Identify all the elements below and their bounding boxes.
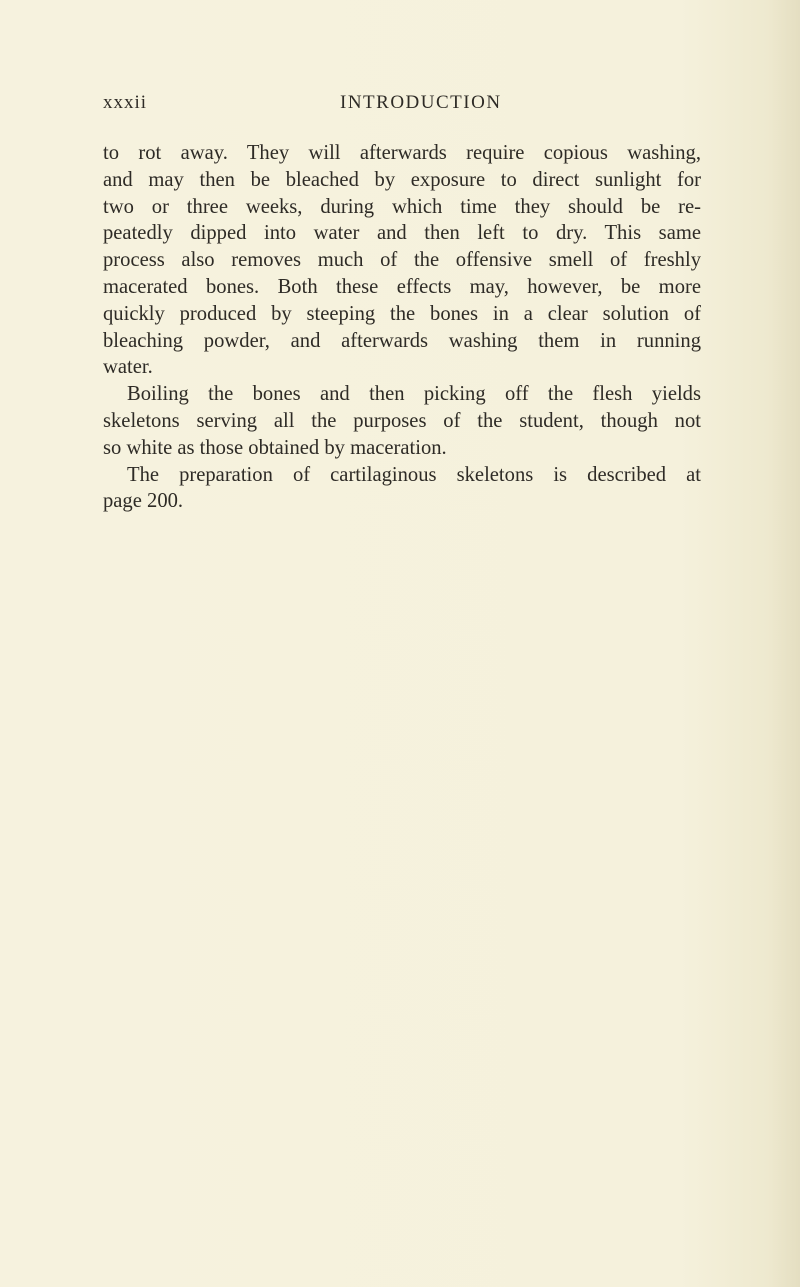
running-head: INTRODUCTION	[340, 92, 502, 113]
text-line: The preparation of cartilaginous skeletons is described at	[127, 463, 701, 486]
text-line: process also removes much of the offensive smell of freshly	[103, 249, 701, 272]
text-line: two or three weeks, during which time they should be re-	[103, 195, 701, 218]
text-line: and may then be bleached by exposure to direct sunlight for	[103, 168, 701, 191]
text-line: bleaching powder, and afterwards washing them in running	[103, 329, 701, 352]
text-line: water.	[103, 356, 153, 379]
text-line: Boiling the bones and then picking off the flesh yields	[127, 383, 701, 406]
text-line: to rot away. They will afterwards require copious washing,	[103, 142, 701, 164]
text-line: page 200.	[103, 490, 184, 513]
page-number: xxxii	[103, 92, 148, 113]
text-line: skeletons serving all the purposes of the student, though not	[103, 409, 701, 432]
paragraph-3	[103, 462, 701, 516]
paragraph-1	[103, 140, 701, 381]
body-text	[103, 140, 701, 515]
page-header	[103, 92, 703, 122]
text-line: peatedly dipped into water and then left to dry. This same	[103, 222, 701, 245]
paragraph-2	[103, 381, 701, 461]
text-line: quickly produced by steeping the bones in a clear solution of	[103, 302, 701, 325]
text-line: so white as those obtained by maceration.	[103, 436, 447, 459]
text-line: macerated bones. Both these effects may, however, be more	[103, 275, 701, 298]
